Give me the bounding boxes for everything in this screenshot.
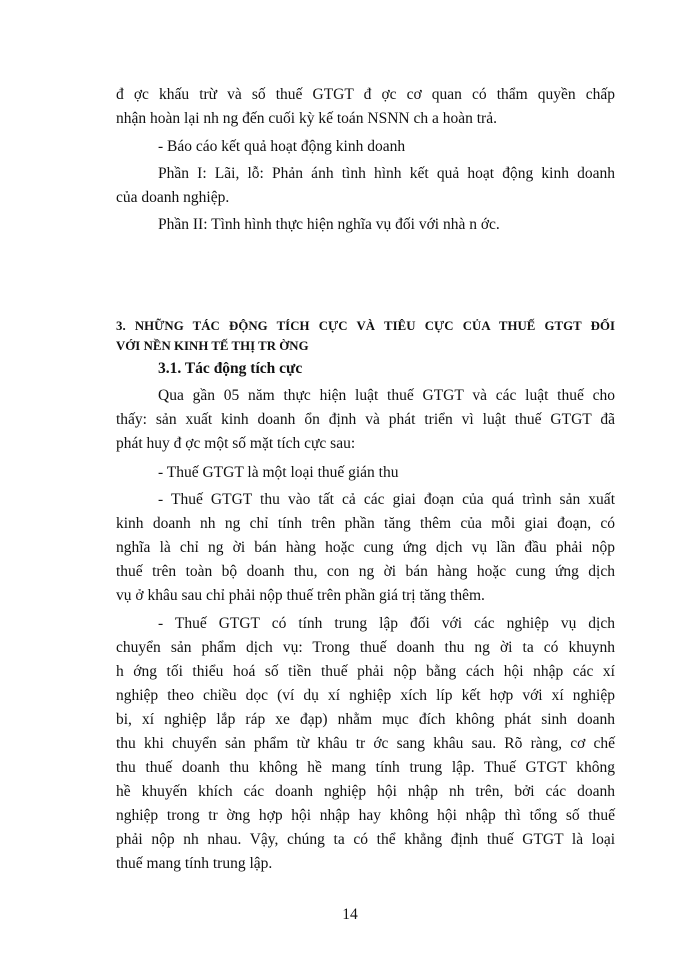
body-text-line: vụ ở khâu sau chỉ phải nộp thuế trên phần giá trị tăng thêm. [116, 587, 485, 604]
body-text-line: kinh doanh nh ng chỉ tính trên phần tăng thêm của mỗi giai đoạn, có [116, 515, 615, 532]
body-text-line: phát huy đ ợc một số mặt tích cực sau: [116, 435, 356, 452]
body-text-line: thuế mang tính trung lập. [116, 855, 273, 872]
body-text-line: thu khi chuyển sản phẩm từ khâu tr ớc sang khâu sau. Rõ ràng, cơ chế [116, 735, 615, 752]
body-text-line: phải nộp nh nhau. Vậy, chúng ta có thể khẳng định thuế GTGT là loại [116, 831, 615, 848]
body-text-line: - Báo cáo kết quả hoạt động kinh doanh [158, 138, 406, 155]
body-text-line: thấy: sản xuất kinh doanh ổn định và phát triển vì luật thuế GTGT đã [116, 411, 615, 428]
body-text-line: thuế trên toàn bộ doanh thu, con ng ời bán hàng hoặc cung ứng dịch [116, 563, 615, 580]
body-text-line: nghiệp trong tr ờng hợp hội nhập hay không hội nhập thì tổng số thuế [116, 807, 615, 824]
section-heading: 3. NHỮNG TÁC ĐỘNG TÍCH CỰC VÀ TIÊU CỰC CỦA THUẾ GTGT ĐỐI [116, 319, 615, 333]
body-text-line: nghĩa là chỉ ng ời bán hàng hoặc cung ứng dịch vụ lần đầu phải nộp [116, 539, 615, 556]
body-text-line: Qua gần 05 năm thực hiện luật thuế GTGT và các luật thuế cho [158, 387, 615, 404]
section-heading: VỚI NỀN KINH TẾ THỊ TR ỜNG [116, 339, 309, 353]
body-text-line: bi, xí nghiệp lắp ráp xe đạp) nhằm mục đích không phát sinh doanh [116, 711, 615, 728]
subsection-heading: 3.1. Tác động tích cực [158, 360, 303, 377]
body-text-line: thu thuế doanh thu không hề mang tính trung lập. Thuế GTGT không [116, 759, 615, 776]
body-text-line: h ớng tối thiểu hoá số tiền thuế phải nộp bằng cách hội nhập các xí [116, 663, 615, 680]
body-text-line: nghiệp theo chiều dọc (ví dụ xí nghiệp xích líp kết hợp với xí nghiệp [116, 687, 615, 704]
body-text-line: đ ợc khấu trừ và số thuế GTGT đ ợc cơ quan có thẩm quyền chấp [116, 86, 615, 103]
body-text-line: nhận hoàn lại nh ng đến cuối kỳ kế toán NSNN ch a hoàn trả. [116, 110, 497, 127]
body-text-line: Phần I: Lãi, lỗ: Phản ánh tình hình kết quả hoạt động kinh doanh [158, 165, 615, 182]
body-text-line: Phần II: Tình hình thực hiện nghĩa vụ đối với nhà n ớc. [158, 216, 500, 233]
body-text-line: - Thuế GTGT là một loại thuế gián thu [158, 464, 399, 481]
body-text-line: chuyển sản phẩm dịch vụ: Trong thuế doanh thu ng ời ta có khuynh [116, 639, 615, 656]
body-text-line: của doanh nghiệp. [116, 189, 230, 206]
body-text-line: - Thuế GTGT thu vào tất cả các giai đoạn của quá trình sản xuất [158, 491, 615, 508]
body-text-line: hề khuyến khích các doanh nghiệp hội nhập nh trên, bởi các doanh [116, 783, 615, 800]
page-number: 14 [342, 906, 358, 923]
body-text-line: - Thuế GTGT có tính trung lập đối với các nghiệp vụ dịch [158, 615, 615, 632]
